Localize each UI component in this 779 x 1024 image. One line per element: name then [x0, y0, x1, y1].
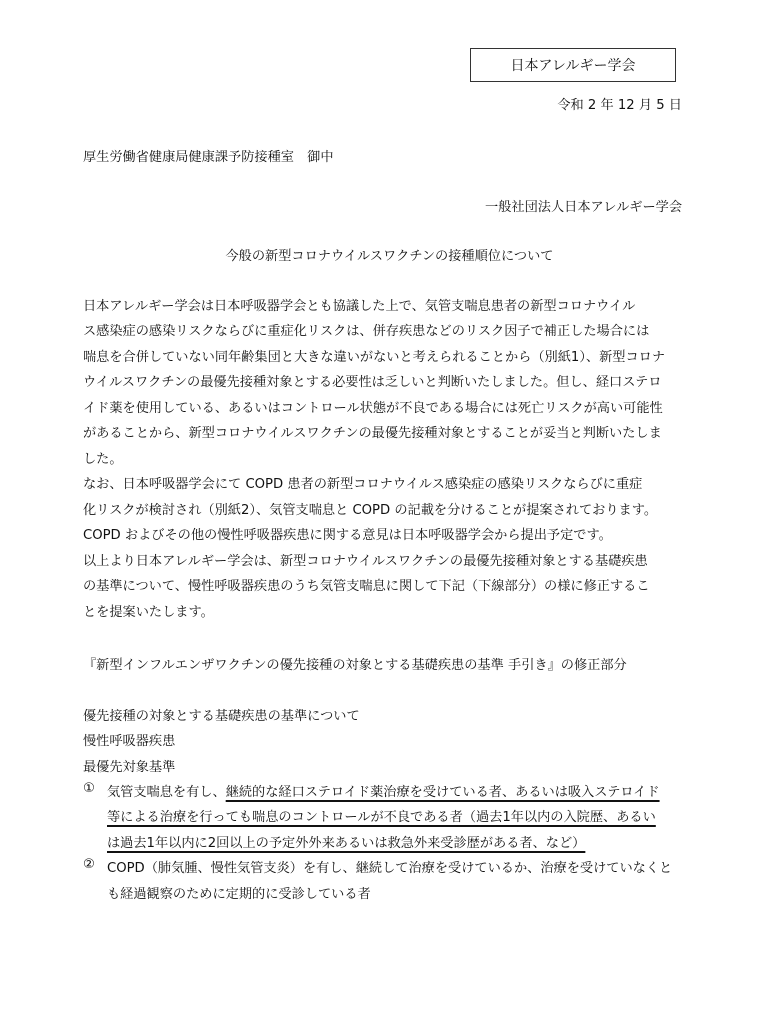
item-line: も経過観察のために定期的に受診している者: [107, 887, 371, 902]
body-line: 化リスクが検討され（別紙2）、気管支喘息と COPD の記載を分けることが提案されております。: [83, 503, 658, 518]
section-heading: 『新型インフルエンザワクチンの優先接種の対象とする基礎疾患の基準 手引き』の修正部分: [83, 658, 627, 673]
body-line: イド薬を使用している、あるいはコントロール状態が不良である場合には死亡リスクが高い可能性: [83, 401, 663, 416]
item-line: COPD（肺気腫、慢性気管支炎）を有し、継続して治療を受けているか、治療を受けていなくと: [107, 861, 673, 876]
body-line: なお、日本呼吸器学会にて COPD 患者の新型コロナウイルス感染症の感染リスクならびに重症: [83, 477, 643, 492]
body-line: ス感染症の感染リスクならびに重症化リスクは、併存疾患などのリスク因子で補正した場合には: [83, 324, 650, 339]
list-heading-chronic-respiratory: 慢性呼吸器疾患: [83, 734, 176, 749]
recipient: 厚生労働省健康局健康課予防接種室 御中: [83, 150, 334, 165]
document-date: 令和 2 年 12 月 5 日: [557, 98, 682, 113]
body-line: した。: [83, 452, 123, 467]
document-title: 今般の新型コロナウイルスワクチンの接種順位について: [225, 249, 554, 264]
list-heading-top-priority: 最優先対象基準: [83, 760, 176, 775]
body-line: 日本アレルギー学会は日本呼吸器学会とも協議した上で、気管支喘息患者の新型コロナウイル: [83, 299, 636, 314]
organization-box: [470, 48, 676, 82]
list-heading-criteria: 優先接種の対象とする基礎疾患の基準について: [83, 709, 360, 724]
item-text-underlined: 等による治療を行っても喘息のコントロールが不良である者（過去1年以内の入院歴、あるい: [107, 810, 656, 825]
body-line: 喘息を合併していない同年齢集団と大きな違いがないと考えられることから（別紙1）、新型コロナ: [83, 350, 666, 365]
body-line: とを提案いたします。: [83, 605, 214, 620]
body-line: があることから、新型コロナウイルスワクチンの最優先接種対象とすることが妥当と判断いたしま: [83, 426, 662, 441]
item-text-plain: 気管支喘息を有し、: [107, 785, 226, 800]
body-line: ウイルスワクチンの最優先接種対象とする必要性は乏しいと判断いたしました。但し、経口ステロ: [83, 375, 662, 390]
item-line: [107, 781, 660, 800]
item-number: ②: [83, 857, 95, 872]
item-text-underlined: 継続的な経口ステロイド薬治療を受けている者、あるいは吸入ステロイド: [225, 785, 660, 800]
sender: 一般社団法人日本アレルギー学会: [485, 200, 682, 215]
item-number: ①: [83, 781, 95, 796]
body-line: COPD およびその他の慢性呼吸器疾患に関する意見は日本呼吸器学会から提出予定です。: [83, 528, 612, 543]
organization-box-label: 日本アレルギー学会: [510, 58, 636, 74]
body-line: の基準について、慢性呼吸器疾患のうち気管支喘息に関して下記（下線部分）の様に修正するこ: [83, 579, 650, 594]
item-text-underlined: は過去1年以内に2回以上の予定外外来あるいは救急外来受診歴がある者、など）: [107, 836, 586, 851]
body-line: 以上より日本アレルギー学会は、新型コロナウイルスワクチンの最優先接種対象とする基礎疾患: [83, 554, 648, 569]
